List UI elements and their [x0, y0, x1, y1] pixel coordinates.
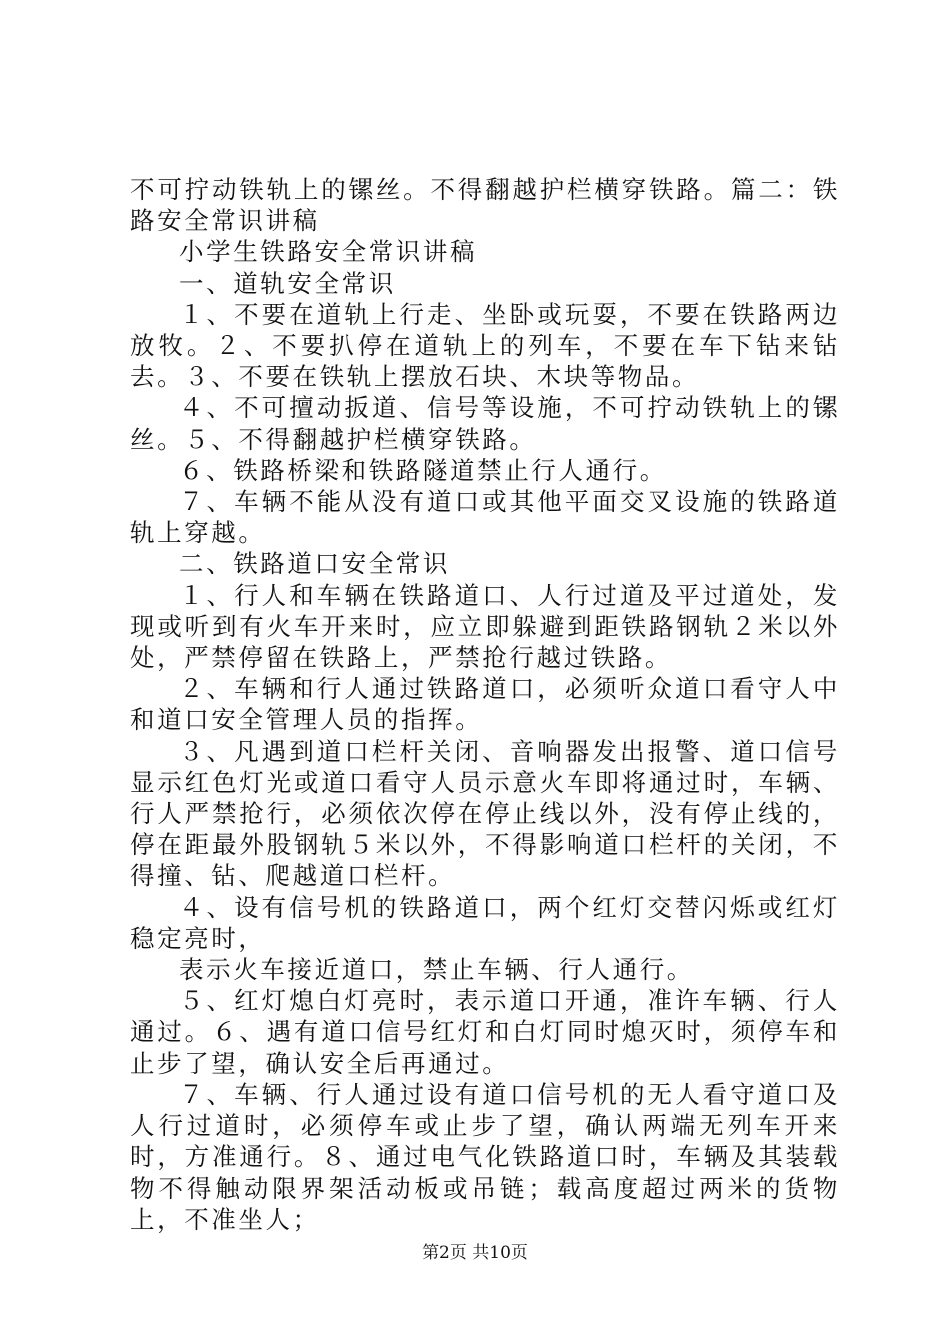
paragraph: ７、车辆不能从没有道口或其他平面交叉设施的铁路道轨上穿越。 [130, 487, 840, 548]
paragraph: ３、凡遇到道口栏杆关闭、音响器发出报警、道口信号显示红色灯光或道口看守人员示意火车即将通过时，车辆、行人严禁抢行，必须依次停在停止线以外，没有停止线的，停在距最外股钢轨５米以外，不得影响道口栏杆的关闭，不得撞、钻、爬越道口栏杆。 [130, 736, 840, 891]
document-body [130, 174, 840, 1235]
paragraph: １、行人和车辆在铁路道口、人行过道及平过道处，发现或听到有火车开来时，应立即躲避到距铁路钢轨２米以外处，严禁停留在铁路上，严禁抢行越过铁路。 [130, 580, 840, 673]
paragraph: ６、铁路桥梁和铁路隧道禁止行人通行。 [179, 455, 667, 485]
paragraph: ７、车辆、行人通过设有道口信号机的无人看守道口及人行过道时，必须停车或止步了望，确认两端无列车开来时，方准通行。８、通过电气化铁路道口时，车辆及其装载物不得触动限界架活动板或吊链；载高度超过两米的货物上，不准坐人； [130, 1079, 840, 1234]
section-heading: 二、铁路道口安全常识 [179, 549, 450, 579]
paragraph: ５、红灯熄白灯亮时，表示道口开通，准许车辆、行人通过。６、遇有道口信号红灯和白灯同时熄灭时，须停车和止步了望，确认安全后再通过。 [130, 986, 840, 1078]
paragraph: 小学生铁路安全常识讲稿 [179, 237, 478, 267]
paragraph: １、不要在道轨上行走、坐卧或玩耍，不要在铁路两边放牧。２、不要扒停在道轨上的列车，不要在车下钻来钻去。３、不要在铁轨上摆放石块、木块等物品。 [130, 299, 840, 392]
paragraph: ４、设有信号机的铁路道口，两个红灯交替闪烁或红灯稳定亮时， [130, 892, 840, 953]
section-heading: 一、道轨安全常识 [179, 268, 396, 298]
paragraph: ４、不可擅动扳道、信号等设施，不可拧动铁轨上的镙丝。５、不得翻越护栏横穿铁路。 [130, 393, 840, 454]
paragraph: 不可拧动铁轨上的镙丝。不得翻越护栏横穿铁路。篇二：铁路安全常识讲稿 [130, 175, 840, 236]
paragraph: 表示火车接近道口，禁止车辆、行人通行。 [179, 955, 694, 985]
paragraph: ２、车辆和行人通过铁路道口，必须听众道口看守人中和道口安全管理人员的指挥。 [130, 674, 840, 735]
page-number: 第2页 共10页 [422, 1243, 528, 1263]
